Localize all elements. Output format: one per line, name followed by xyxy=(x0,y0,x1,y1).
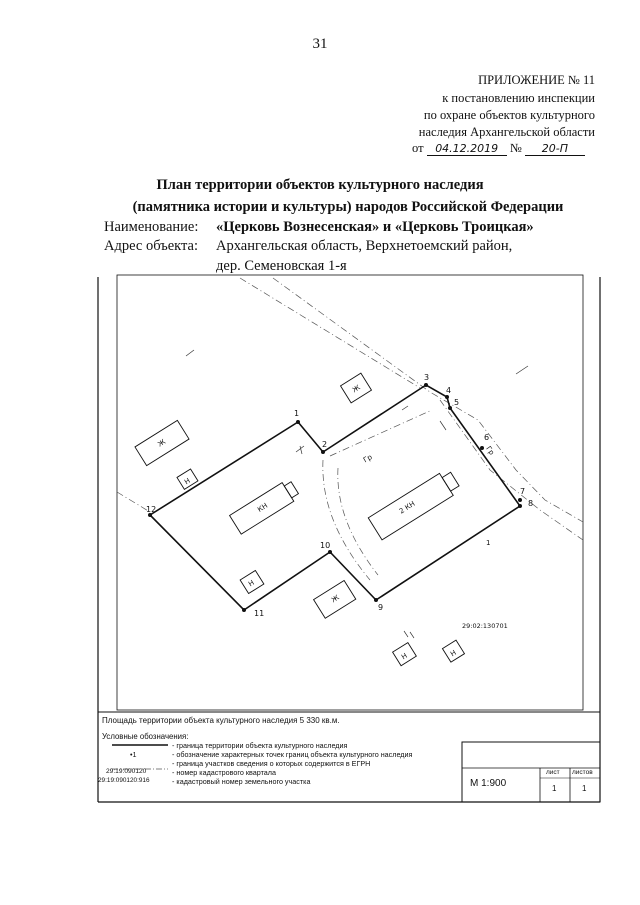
legend-symbol-quarter: 29:19:090120 xyxy=(106,768,147,775)
plan-title-line-2: (памятника истории и культуры) народов Российской Федерации xyxy=(132,199,564,215)
appendix-line-2: по охране объектов культурного xyxy=(423,108,595,122)
sheets-total: 1 xyxy=(582,784,587,793)
point-label-6: 6 xyxy=(484,433,490,442)
number-label: № xyxy=(509,141,522,155)
label-zh-west: Ж xyxy=(156,437,168,449)
plan-title-line-1: План территории объектов культурного наследия xyxy=(156,177,484,193)
label-one: 1 xyxy=(486,539,491,547)
road-curve-west xyxy=(323,460,370,580)
scale-label: М 1:900 xyxy=(470,778,507,789)
appendix-line-3: наследия Архангельской области xyxy=(418,125,595,139)
label-n-se-2: Н xyxy=(449,648,458,659)
boundary-points xyxy=(148,383,522,612)
point-label-1: 1 xyxy=(294,409,300,418)
decree-date: 04.12.2019 xyxy=(427,142,507,156)
road-edge-north-2 xyxy=(240,278,420,388)
decree-number: 20-П xyxy=(525,142,585,156)
label-2kn: 2 КН xyxy=(397,499,417,516)
road-curve-inner xyxy=(338,468,378,575)
legend-text-quarter: - номер кадастрового квартала xyxy=(172,768,276,777)
point-label-9: 9 xyxy=(378,603,384,612)
legend-symbol-point: •1 xyxy=(130,750,137,759)
label-n-west: Н xyxy=(183,476,192,487)
point-label-2: 2 xyxy=(322,440,328,449)
legend-text-point: - обозначение характерных точек границ объекта культурного наследия xyxy=(172,750,413,759)
legend-symbol-parcel: 29:19:090120:916 xyxy=(98,777,150,784)
address-label: Адрес объекта: xyxy=(104,238,198,254)
tick-mark xyxy=(404,631,414,638)
legend-text-egrn: - граница участков сведения о которых содержится в ЕГРН xyxy=(172,759,371,768)
legend-title: Условные обозначения: xyxy=(102,732,189,741)
point-label-8: 8 xyxy=(528,499,534,508)
point-label-10: 10 xyxy=(320,541,331,550)
point-label-4: 4 xyxy=(446,386,452,395)
sheet-number: 1 xyxy=(552,784,557,793)
name-label: Наименование: xyxy=(104,219,199,235)
name-value: «Церковь Вознесенская» и «Церковь Троицкая» xyxy=(216,219,534,235)
heritage-boundary xyxy=(150,385,520,610)
label-n-south: Н xyxy=(247,578,256,589)
sheet-label: лист xyxy=(546,769,560,776)
point-label-7: 7 xyxy=(520,487,526,496)
point-label-11: 11 xyxy=(254,609,265,618)
label-n-se-1: Н xyxy=(400,651,409,662)
label-gr-2: Гр xyxy=(484,444,496,457)
tick-mark xyxy=(296,446,304,454)
point-label-12: 12 xyxy=(146,505,157,514)
appendix-line-1: к постановлению инспекции xyxy=(442,91,595,105)
road-edge-mid xyxy=(330,410,432,456)
label-zh-south: Ж xyxy=(330,593,341,605)
tick-mark xyxy=(516,366,528,374)
road-edge-east xyxy=(440,400,583,540)
legend-text-boundary: - граница территории объекта культурного наследия xyxy=(172,741,348,750)
point-label-5: 5 xyxy=(454,398,460,407)
sheets-label: листов xyxy=(572,769,593,776)
tick-mark xyxy=(186,350,194,356)
label-kn: КН xyxy=(256,501,270,514)
area-text: Площадь территории объекта культурного наследия 5 330 кв.м. xyxy=(102,716,340,725)
from-label: от xyxy=(412,141,424,155)
address-line-2: дер. Семеновская 1-я xyxy=(216,258,347,274)
road-edge-north xyxy=(273,278,583,522)
tick-mark xyxy=(402,406,408,410)
cadastral-quarter-label: 29:02:130701 xyxy=(462,622,508,630)
church-troitskaya xyxy=(368,468,461,540)
legend-text-parcel: - кадастровый номер земельного участка xyxy=(172,777,311,786)
address-line-1: Архангельская область, Верхнетоемский район, xyxy=(216,238,513,254)
appendix-title: ПРИЛОЖЕНИЕ № 11 xyxy=(478,73,595,87)
tick-mark xyxy=(440,421,446,430)
point-label-3: 3 xyxy=(424,373,430,382)
page-number: 31 xyxy=(312,36,328,52)
label-gr-1: Гр xyxy=(362,453,374,465)
label-zh-north: Ж xyxy=(351,383,362,395)
